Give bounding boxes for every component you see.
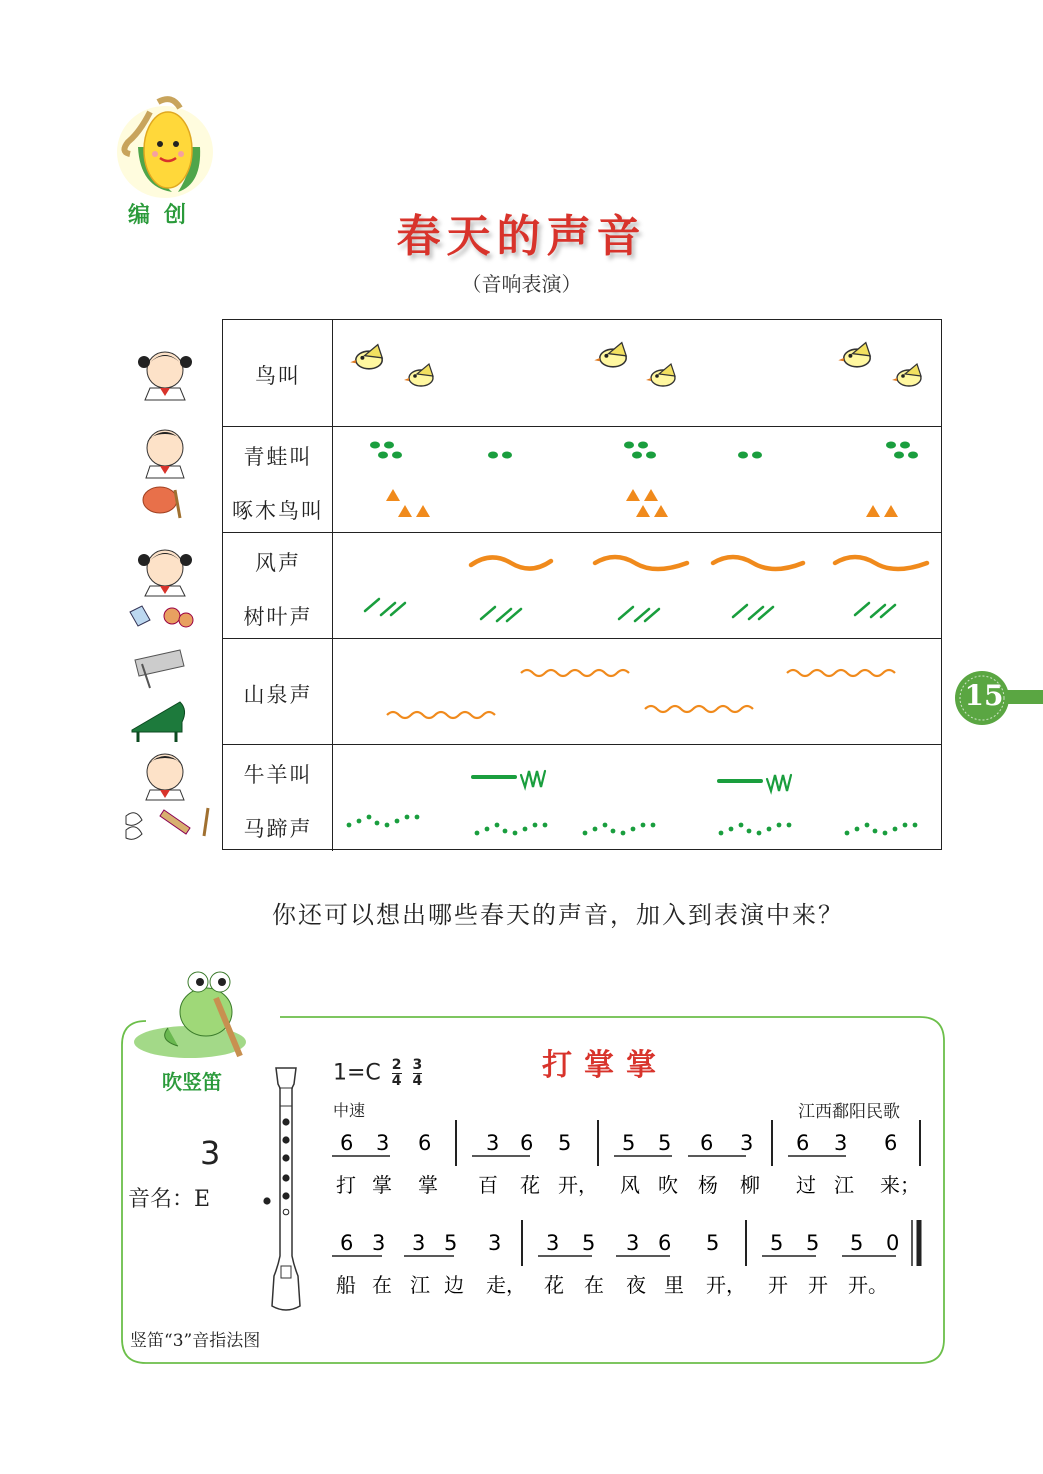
cattle-hooves-graphic xyxy=(333,745,943,851)
frog-flute-icon xyxy=(128,964,258,1064)
row-label: 风声 xyxy=(255,551,301,575)
jianpu-note: 3 xyxy=(834,1131,848,1155)
lyric-syllable: 夜 xyxy=(626,1273,646,1297)
bird-icon xyxy=(404,364,433,386)
jianpu-note: 6 xyxy=(700,1131,714,1155)
lyric-syllable: 掌 xyxy=(372,1173,392,1197)
bird-call-graphic xyxy=(333,320,943,426)
row-label: 牛羊叫 xyxy=(243,763,313,787)
lyric-syllable: 百 xyxy=(478,1173,498,1197)
jianpu-score xyxy=(320,1110,930,1310)
jianpu-note: 6 xyxy=(340,1131,354,1155)
lyric-syllable: 风 xyxy=(620,1173,640,1197)
wind-leaves-graphic xyxy=(333,533,943,638)
lyric-syllable: 江 xyxy=(410,1273,430,1297)
recorder-section-label: 吹竖笛 xyxy=(162,1070,222,1094)
lyric-syllable: 走， xyxy=(486,1273,526,1297)
lyric-syllable: 开， xyxy=(706,1273,746,1297)
score-row-frog-woodpecker xyxy=(223,426,941,532)
row-label: 山泉声 xyxy=(243,683,313,707)
row-label: 啄木鸟叫 xyxy=(232,499,324,523)
fingering-note-number: 3 xyxy=(200,1134,221,1172)
lyric-syllable: 花 xyxy=(520,1173,540,1197)
performer-icons xyxy=(120,330,215,850)
boy-icon xyxy=(146,430,184,478)
fingering-caption: 竖笛“3”音指法图 xyxy=(130,1331,261,1351)
row-label: 树叶声 xyxy=(243,605,313,629)
girl-icon xyxy=(138,550,192,596)
spring-water-graphic xyxy=(333,639,943,744)
page-number: 15 xyxy=(964,679,1004,712)
jianpu-note: 5 xyxy=(558,1131,572,1155)
jianpu-note: 5 xyxy=(582,1231,596,1255)
jianpu-note: 3 xyxy=(376,1131,390,1155)
lyric-syllable: 杨 xyxy=(698,1173,718,1197)
jianpu-note: 5 xyxy=(706,1231,720,1255)
jianpu-note: 3 xyxy=(488,1231,502,1255)
jianpu-note: 6 xyxy=(658,1231,672,1255)
jianpu-note: 5 xyxy=(658,1131,672,1155)
score-row-bird xyxy=(223,320,941,426)
lyric-syllable: 掌 xyxy=(418,1173,438,1197)
score-row-cattle-hooves xyxy=(223,744,941,851)
girl-icon xyxy=(138,352,192,400)
lyric-syllable: 开， xyxy=(558,1173,598,1197)
jianpu-note: 6 xyxy=(418,1131,432,1155)
woodblock-icon xyxy=(143,487,180,518)
row-label: 鸟叫 xyxy=(255,364,301,388)
lyric-syllable: 柳 xyxy=(740,1173,760,1197)
lyric-syllable: 船 xyxy=(336,1273,356,1297)
time-signature-b: $\frac{3}{4}$ xyxy=(412,1057,423,1089)
jianpu-note: 6 xyxy=(340,1231,354,1255)
graphic-score-table xyxy=(222,319,942,850)
lyric-syllable: 吹 xyxy=(658,1173,678,1197)
jianpu-note: 5 xyxy=(622,1131,636,1155)
lyric-syllable: 花 xyxy=(544,1273,564,1297)
lyric-syllable: 来； xyxy=(880,1173,920,1197)
tambourine-icon xyxy=(130,606,193,627)
jianpu-note: 6 xyxy=(520,1131,534,1155)
song-origin: 江西鄱阳民歌 xyxy=(798,1102,900,1122)
lyric-syllable: 过 xyxy=(796,1173,816,1197)
page-title: 春天的声音 xyxy=(396,211,647,262)
row-label: 马蹄声 xyxy=(243,817,313,841)
key-label: 1=C xyxy=(333,1060,381,1086)
fingering-note-name: 音名：E xyxy=(128,1187,211,1212)
xylophone-icon xyxy=(135,650,184,688)
key-signature xyxy=(333,1058,422,1089)
lyric-syllable: 开 xyxy=(808,1273,828,1297)
lyric-syllable: 开 xyxy=(768,1273,788,1297)
jianpu-note: 3 xyxy=(486,1131,500,1155)
jianpu-note: 3 xyxy=(412,1231,426,1255)
bird-icon xyxy=(838,343,870,367)
bird-icon xyxy=(594,343,626,367)
recorder-fingering-diagram xyxy=(260,1066,310,1314)
time-signature-a: $\frac{2}{4}$ xyxy=(391,1057,402,1089)
jianpu-note: 6 xyxy=(796,1131,810,1155)
jianpu-note: 3 xyxy=(626,1231,640,1255)
coconut-shell-icon xyxy=(126,808,208,839)
score-row-wind-leaves xyxy=(223,532,941,638)
jianpu-note: 3 xyxy=(740,1131,754,1155)
jianpu-note: 5 xyxy=(806,1231,820,1255)
section-badge-label: 编创 xyxy=(128,203,201,228)
jianpu-note: 6 xyxy=(884,1131,898,1155)
prompt-question: 你还可以想出哪些春天的声音，加入到表演中来？ xyxy=(272,901,844,929)
bird-icon xyxy=(646,364,675,386)
tempo-marking: 中速 xyxy=(333,1101,366,1120)
row-label: 青蛙叫 xyxy=(243,445,313,469)
lyric-syllable: 打 xyxy=(336,1173,356,1197)
jianpu-note: 5 xyxy=(770,1231,784,1255)
jianpu-note: 5 xyxy=(444,1231,458,1255)
lyric-syllable: 江 xyxy=(834,1173,854,1197)
lyric-syllable: 里 xyxy=(664,1273,684,1297)
boy-icon xyxy=(146,754,184,800)
lyric-syllable: 在 xyxy=(372,1273,392,1297)
score-row-spring xyxy=(223,638,941,744)
page-subtitle: （音响表演） xyxy=(461,272,582,296)
jianpu-note: 3 xyxy=(546,1231,560,1255)
piano-icon xyxy=(132,702,185,742)
jianpu-note: 5 xyxy=(850,1231,864,1255)
lyric-syllable: 在 xyxy=(584,1273,604,1297)
bird-icon xyxy=(350,345,382,369)
lyric-syllable: 开。 xyxy=(848,1273,888,1297)
jianpu-note: 3 xyxy=(372,1231,386,1255)
bird-icon xyxy=(892,364,921,386)
jianpu-note: 0 xyxy=(886,1231,900,1255)
lyric-syllable: 边 xyxy=(444,1273,464,1297)
frog-woodpecker-graphic xyxy=(333,427,943,532)
song-title: 打掌掌 xyxy=(542,1048,668,1083)
